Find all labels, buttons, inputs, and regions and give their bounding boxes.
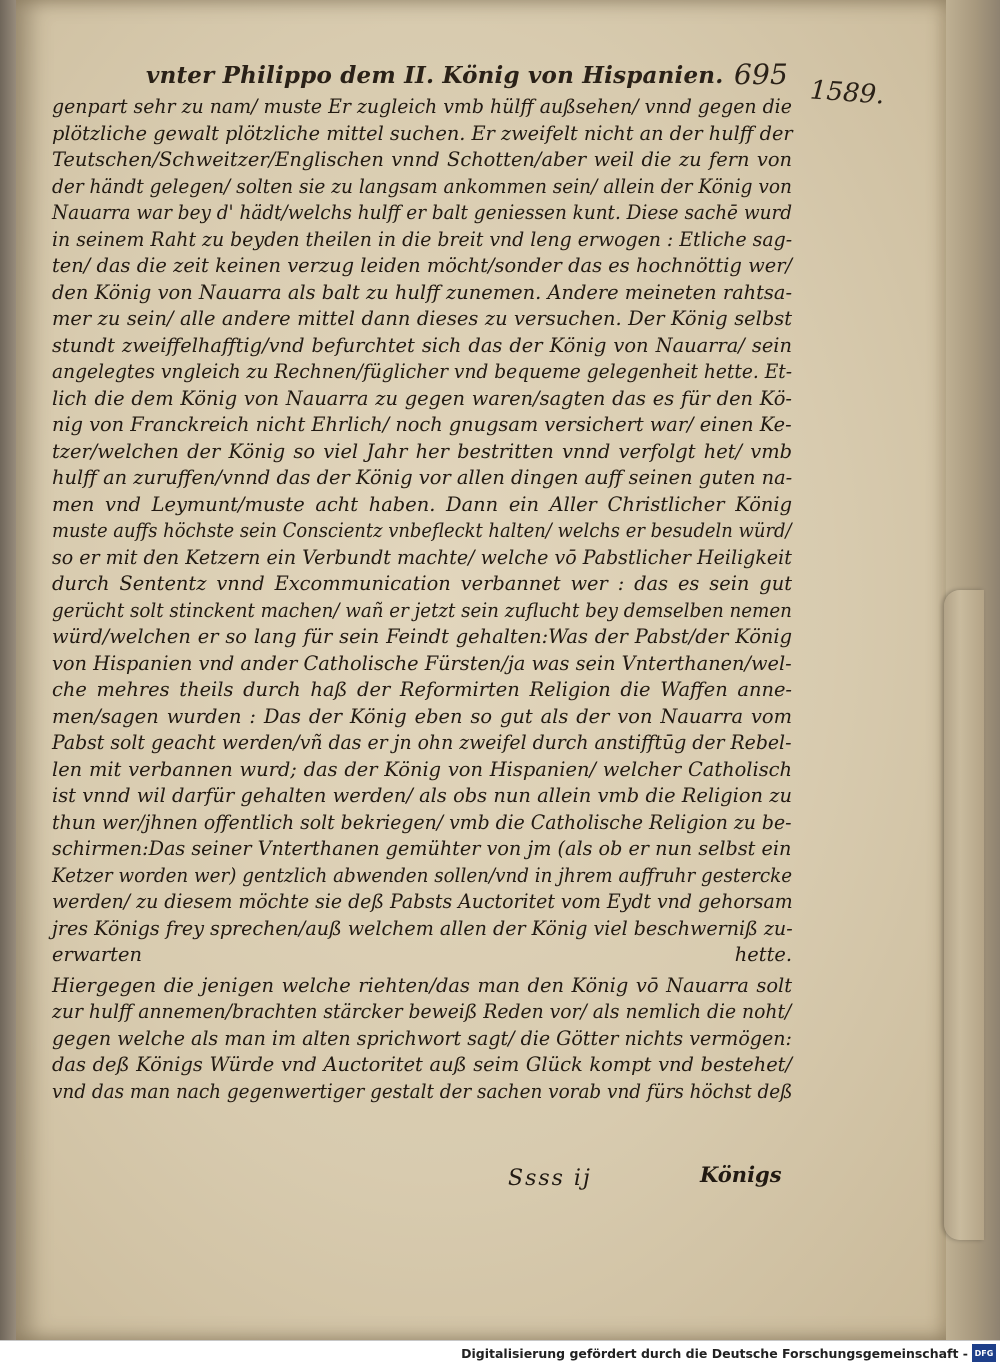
page-header — [146, 58, 826, 98]
text-line: lich die dem König von Nauarra zu gegen waren/sagten das es für den Kö- — [52, 386, 792, 410]
text-line: thun wer/jhnen offentlich solt bekriegen/ vmb die Catholische Religion zu be- — [52, 810, 792, 834]
text-line: len mit verbannen wurd; das der König von Hispanien/ welcher Catholisch — [52, 757, 792, 781]
page-foot-marks — [0, 1162, 1000, 1200]
paragraph-2 — [52, 973, 792, 1106]
text-line: das deß Königs Würde vnd Auctoritet auß seim Glück kompt vnd bestehet/ — [52, 1053, 792, 1076]
text-line: tzer/welchen der König so viel Jahr her bestritten vnnd verfolgt het/ vmb — [52, 439, 792, 463]
dfg-logo: DFG — [972, 1344, 996, 1362]
text-line: in seinem Raht zu beyden theilen in die breit vnd leng erwogen : Etliche sag- — [52, 227, 793, 251]
footer-credit: Digitalisierung gefördert durch die Deutsche Forschungsgemeinschaft - — [461, 1346, 968, 1361]
text-line: men vnd Leymunt/muste acht haben. Dann ein Aller Christlicher König — [52, 492, 792, 516]
text-line: erwarten hette. — [52, 943, 792, 966]
running-title: vnter Philippo dem II. König von Hispanien. — [146, 62, 724, 89]
text-line: Nauarra war bey d' hädt/welchs hulff er balt geniessen kunt. Diese sachē wurd — [52, 201, 793, 224]
text-line: den König von Nauarra als balt zu hulff zunemen. Andere meineten rahtsa- — [52, 280, 792, 304]
text-line: ten/ das die zeit keinen verzug leiden möcht/sonder das es hochnöttig wer/ — [52, 254, 792, 277]
text-line: angelegtes vngleich zu Rechnen/füglicher vnd bequeme gelegenheit hette. Et- — [52, 360, 793, 383]
text-line: gerücht solt stinckent machen/ wañ er jetzt sein zuflucht bey demselben nemen — [52, 598, 792, 622]
text-line: ist vnnd wil darfür gehalten werden/ als obs nun allein vmb die Religion zu — [52, 784, 792, 807]
text-line: che mehres theils durch haß der Reformirten Religion die Waffen anne- — [52, 678, 792, 701]
catchword: Königs — [700, 1162, 782, 1187]
text-line: stundt zweiffelhafftig/vnd befurchtet sich das der König von Nauarra/ sein — [52, 333, 792, 357]
text-line: men/sagen wurden : Das der König eben so gut als der von Nauarra vom — [52, 704, 792, 728]
text-line: gegen welche als man im alten sprichwort sagt/ die Götter nichts vermögen: — [52, 1026, 792, 1050]
text-line: zur hulff annemen/brachten stärcker beweiß Reden vor/ als nemlich die noht/ — [52, 1000, 792, 1023]
digitization-footer — [0, 1340, 1000, 1367]
text-line: von Hispanien vnd ander Catholische Fürsten/ja was sein Vnterthanen/wel- — [52, 651, 792, 675]
page-number: 695 — [734, 58, 789, 91]
text-line: nig von Franckreich nicht Ehrlich/ noch gnugsam versichert war/ einen Ke- — [52, 413, 792, 436]
page-edge-tab — [944, 590, 984, 1240]
text-line: muste auffs höchste sein Conscientz vnbefleckt halten/ welchs er besudeln würd/ — [52, 519, 792, 542]
text-line: vnd das man nach gegenwertiger gestalt der sachen vorab vnd fürs höchst deß — [52, 1079, 793, 1103]
text-line: mer zu sein/ alle andere mittel dann dieses zu versuchen. Der König selbst — [52, 307, 792, 330]
text-line: hulff an zuruffen/vnnd das der König vor allen dingen auff seinen guten na- — [52, 466, 793, 489]
signature-mark: Ssss ij — [508, 1166, 592, 1191]
text-line: Ketzer worden wer) gentzlich abwenden sollen/vnd in jhrem auffruhr gestercke — [52, 863, 793, 887]
text-line: werden/ zu diesem möchte sie deß Pabsts Auctoritet vom Eydt vnd gehorsam — [52, 890, 793, 913]
text-line: würd/welchen er so lang für sein Feindt gehalten:Was der Pabst/der König — [52, 625, 792, 648]
text-line: genpart sehr zu nam/ muste Er zugleich vmb hülff außsehen/ vnnd gegen die — [52, 95, 792, 118]
text-line: durch Sententz vnnd Excommunication verbannet wer : das es sein gut — [52, 572, 792, 595]
body-text — [52, 94, 792, 1105]
text-line: schirmen:Das seiner Vnterthanen gemühter von jm (als ob er nun selbst ein — [52, 837, 792, 860]
text-line: so er mit den Ketzern ein Verbundt machte/ welche vō Pabstlicher Heiligkeit — [52, 545, 792, 569]
text-line: Teutschen/Schweitzer/Englischen vnnd Schotten/aber weil die zu fern von — [52, 148, 792, 171]
margin-year: 1589. — [809, 75, 886, 111]
text-line: plötzliche gewalt plötzliche mittel suchen. Er zweifelt nicht an der hulff der — [52, 121, 793, 145]
text-line: Hiergegen die jenigen welche riehten/das man den König vō Nauarra solt — [52, 973, 792, 997]
paragraph-1 — [52, 94, 792, 969]
text-line: jres Königs frey sprechen/auß welchem allen der König viel beschwerniß zu- — [52, 916, 793, 940]
text-line: Pabst solt geacht werden/vñ das er jn ohn zweifel durch anstifftūg der Rebel- — [52, 731, 792, 754]
text-line: der händt gelegen/ solten sie zu langsam ankommen sein/ allein der König von — [52, 174, 792, 198]
